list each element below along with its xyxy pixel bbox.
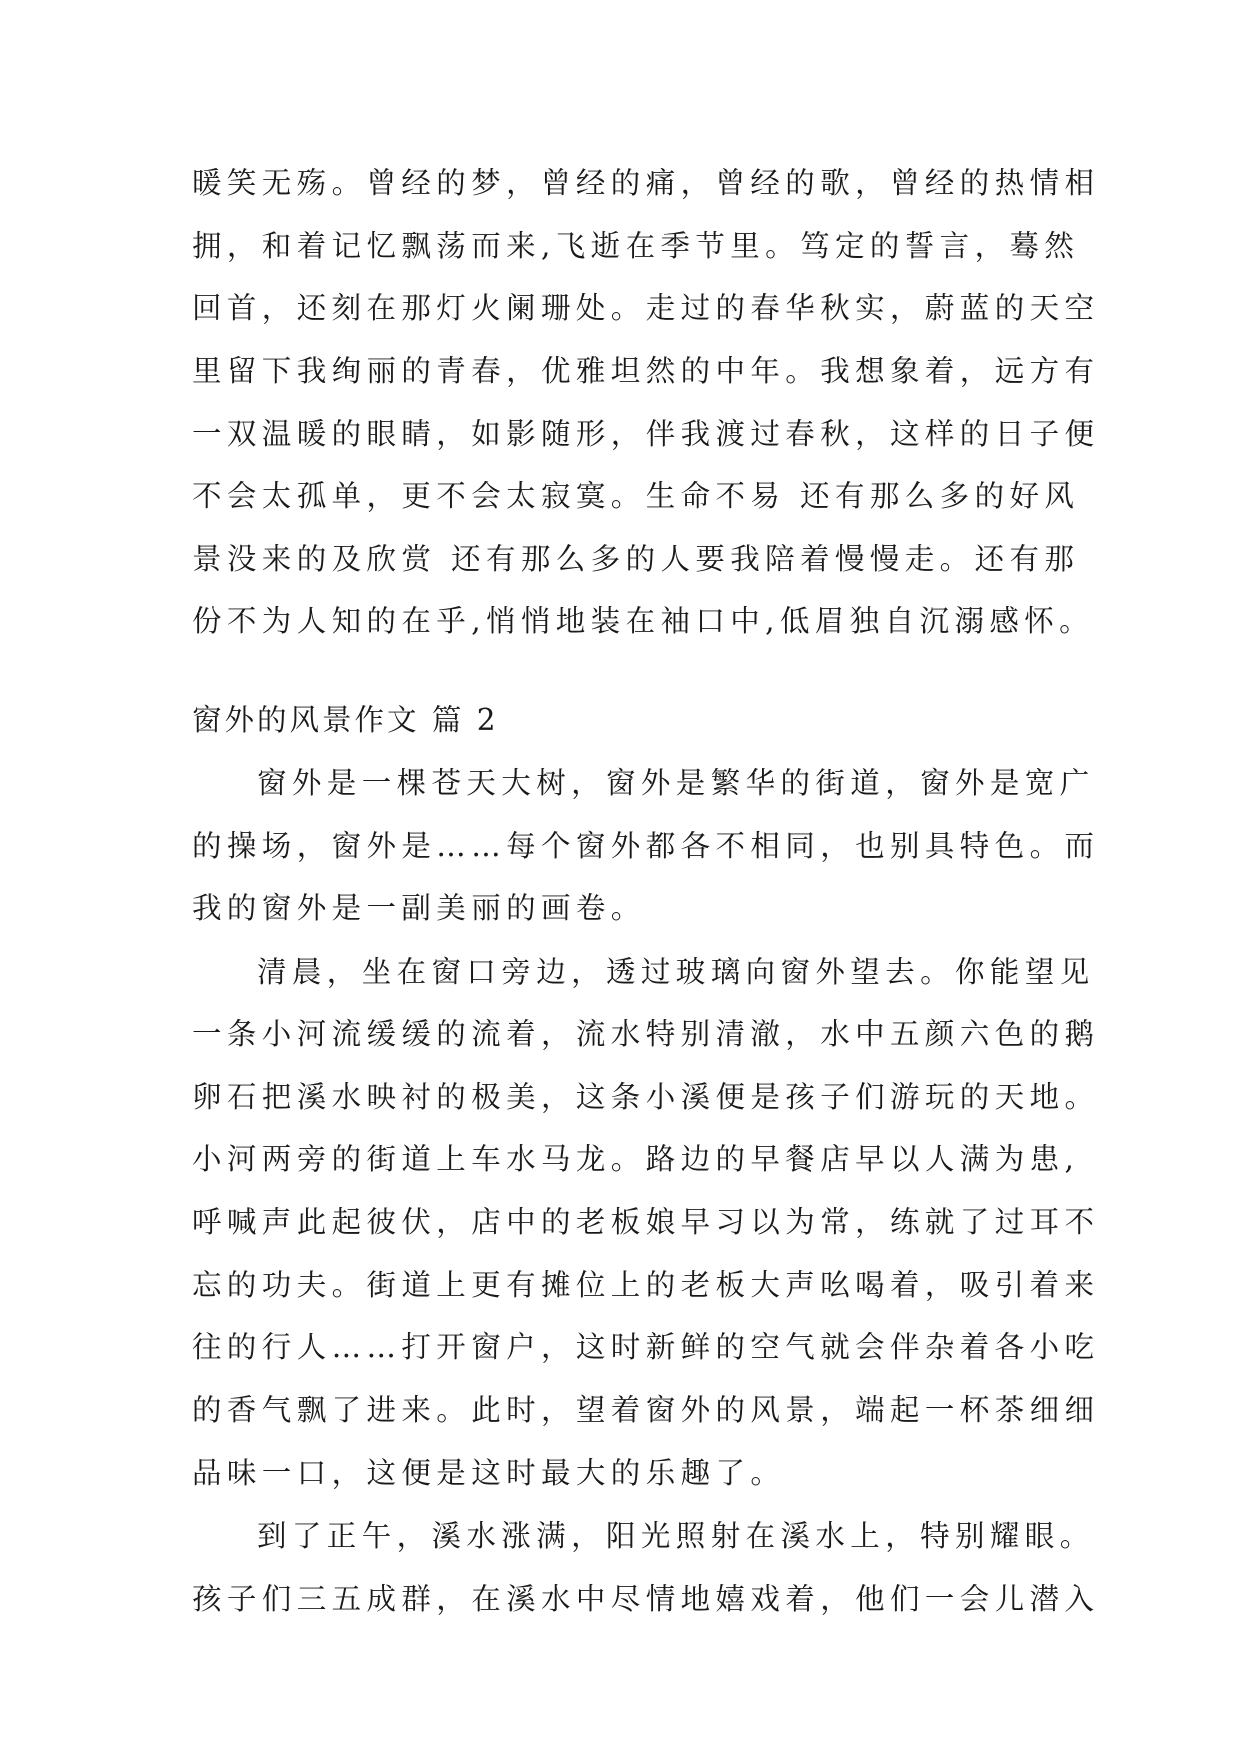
paragraph-line: 忘的功夫。街道上更有摊位上的老板大声吆喝着，吸引着来 <box>192 1268 1100 1302</box>
paragraph-line: 我的窗外是一副美丽的画卷。 <box>192 891 646 925</box>
paragraph-line: 到了正午，溪水涨满，阳光照射在溪水上，特别耀眼。 <box>257 1519 1095 1553</box>
paragraph-line: 不会太孤单，更不会太寂寞。生命不易 还有那么多的好风 <box>192 479 1080 513</box>
section-title: 窗外的风景作文 篇 2 <box>192 703 499 737</box>
paragraph-line: 小河两旁的街道上车水马龙。路边的早餐店早以人满为患, <box>192 1142 1080 1176</box>
paragraph-line: 一条小河流缓缓的流着，流水特别清澈，水中五颜六色的鹅 <box>192 1017 1100 1051</box>
paragraph-line: 品味一口，这便是这时最大的乐趣了。 <box>192 1456 786 1490</box>
paragraph-line: 窗外是一棵苍天大树，窗外是繁华的街道，窗外是宽广 <box>257 766 1095 800</box>
paragraph-line: 的操场，窗外是……每个窗外都各不相同，也别具特色。而 <box>192 829 1100 863</box>
paragraph-line: 往的行人……打开窗户，这时新鲜的空气就会伴杂着各小吃 <box>192 1330 1100 1364</box>
paragraph-line: 一双温暖的眼睛，如影随形，伴我渡过春秋，这样的日子便 <box>192 417 1100 451</box>
paragraph-line: 里留下我绚丽的青春，优雅坦然的中年。我想象着，远方有 <box>192 354 1100 388</box>
paragraph-line: 景没来的及欣赏 还有那么多的人要我陪着慢慢走。还有那 <box>192 542 1080 576</box>
paragraph-line: 份不为人知的在乎,悄悄地装在袖口中,低眉独自沉溺感怀。 <box>192 604 1095 638</box>
paragraph-line: 拥，和着记忆飘荡而来,飞逝在季节里。笃定的誓言，蓦然 <box>192 229 1080 263</box>
paragraph-line: 孩子们三五成群，在溪水中尽情地嬉戏着，他们一会儿潜入 <box>192 1582 1100 1616</box>
paragraph-line: 回首，还刻在那灯火阑珊处。走过的春华秋实，蔚蓝的天空 <box>192 291 1100 325</box>
paragraph-line: 的香气飘了进来。此时，望着窗外的风景，端起一杯茶细细 <box>192 1393 1100 1427</box>
paragraph-line: 呼喊声此起彼伏，店中的老板娘早习以为常，练就了过耳不 <box>192 1205 1100 1239</box>
paragraph-line: 暖笑无殇。曾经的梦，曾经的痛，曾经的歌，曾经的热情相 <box>192 166 1100 200</box>
paragraph-line: 卵石把溪水映衬的极美，这条小溪便是孩子们游玩的天地。 <box>192 1080 1100 1114</box>
paragraph-line: 清晨，坐在窗口旁边，透过玻璃向窗外望去。你能望见 <box>257 955 1095 989</box>
